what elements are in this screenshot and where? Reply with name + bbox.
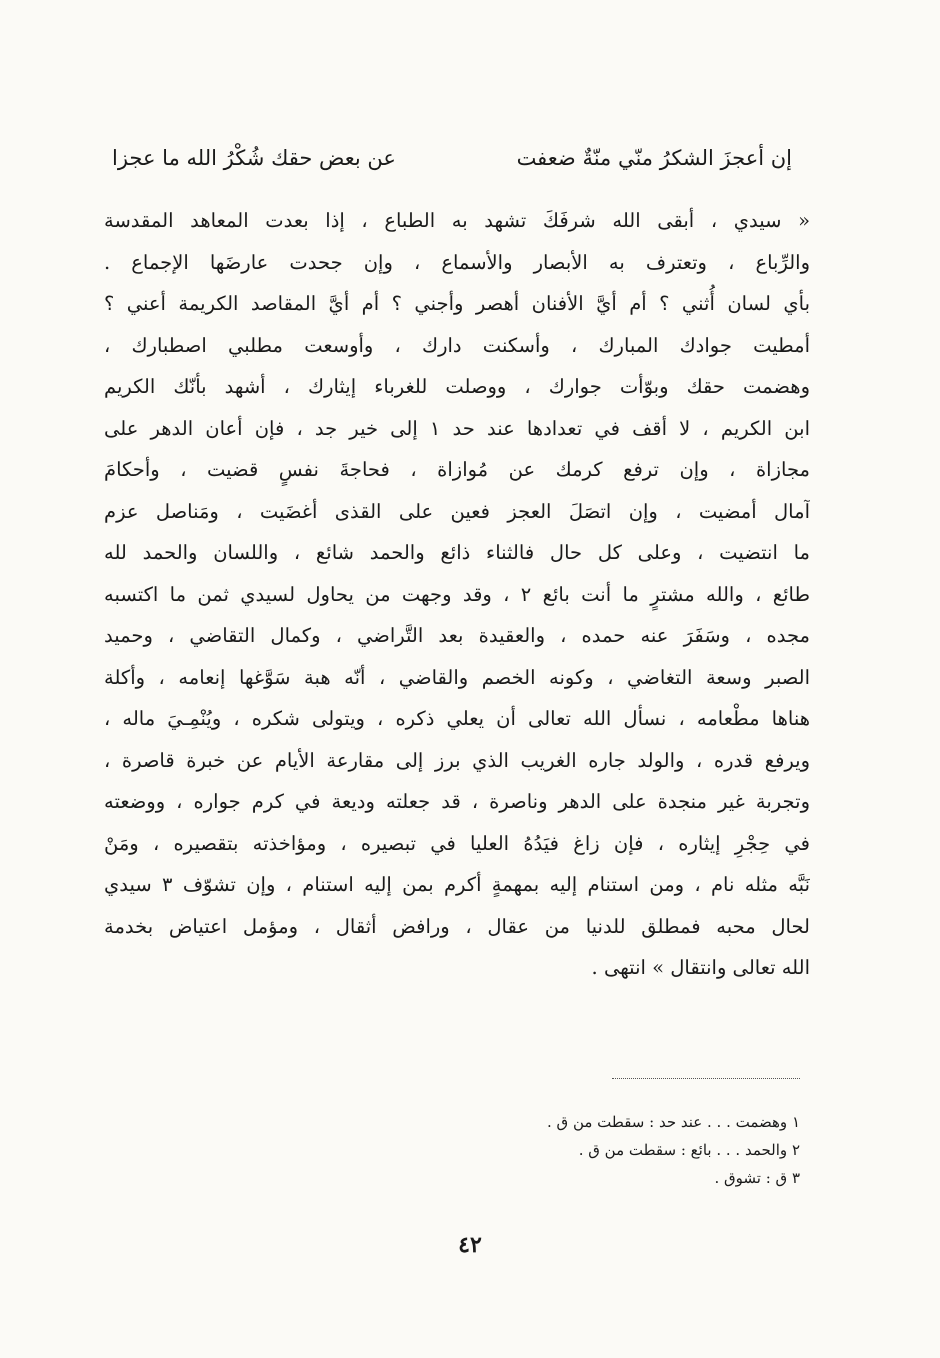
text-line: الله تعالى وانتقال » انتهى . <box>591 956 810 979</box>
text-line: والرِّباع ، وتعترف به الأبصار والأسماع ، وإن جحدت عارضَها الإجماع . <box>104 250 810 274</box>
verse-second-hemistich: عن بعض حقك شُكْرُ الله ما عجزا <box>112 146 396 170</box>
text-line: طائع ، والله مشترٍ ما أنت بائع ٢ ، وقد وجهت من يحاول لسيدي ثمن ما اكتسبه <box>104 582 810 606</box>
footnotes <box>420 1108 800 1192</box>
text-line: « سيدي ، أبقى الله شرفَكَ تشهد به الطباع ، إذا بعدت المعاهد المقدسة <box>104 209 810 232</box>
text-line: مجازاة ، وإن ترفع كرمك عن مُوازاة ، فحاجةَ نفسٍ قضيت ، وأحكامَ <box>104 458 810 481</box>
verse-first-hemistich: إن أعجزَ الشكرُ منّي منّةٌ ضعفت <box>516 146 792 170</box>
footnote: ٣ ق : تشوق . <box>714 1169 800 1187</box>
text-line: في حِجْرِ إيثاره ، فإن زاغ فيَدُهُ العليا في تبصيره ، ومؤاخذته بتقصيره ، ومَنْ <box>104 831 810 855</box>
text-line: وهضمت حقك وبوّأت جوارك ، ووصلت للغرباء إيثارك ، أشهد بأنّك الكريم <box>104 375 810 398</box>
text-line: الصبر وسعة التغاضي ، وكونه الخصم والقاضي ، أنّه هبة سَوَّغها إنعامه ، وأكلة <box>104 665 810 689</box>
text-line: هناها مطْعامه ، نسأل الله تعالى أن يعلي ذكره ، ويتولى شكره ، ويُنْمِـيَ ماله ، <box>104 707 810 730</box>
text-line: ابن الكريم ، لا أقف في تعدادها عند حد ١ إلى خير جد ، فإن أعان الدهر على <box>104 416 810 440</box>
page-number: ٤٢ <box>458 1232 482 1258</box>
text-line: بأي لسان أُثني ؟ أم أيَّ الأفنان أهصر وأجني ؟ أم أيَّ المقاصد الكريمة أعني ؟ <box>104 292 810 315</box>
text-line: ما انتضيت ، وعلى كل حال فالثناء ذائع والحمد شائع ، واللسان والحمد لله <box>104 541 810 564</box>
text-line: وتجربة غير منجدة على الدهر وناصرة ، قد جعلته وديعة في كرم جواره ، ووضعته <box>104 790 810 813</box>
footnote: ١ وهضمت . . . عند حد : سقطت من ق . <box>547 1113 800 1131</box>
footnote-divider <box>612 1078 800 1079</box>
text-line: لحال محبه فمطلق للدنيا من عقال ، ورافض أثقال ، ومؤمل اعتياض بخدمة <box>104 914 810 938</box>
text-line: نَبَّه مثله نام ، ومن استنام إليه بمهمةٍ أكرم بمن إليه استنام ، وإن تشوّف ٣ سيدي <box>104 873 810 896</box>
footnote: ٢ والحمد . . . بائع : سقطت من ق . <box>578 1141 800 1159</box>
text-line: أمطيت جوادك المبارك ، وأسكنت دارك ، وأوسعت مطلبي اصطبارك ، <box>104 333 810 357</box>
text-line: آمال أمضيت ، وإن اتصَلَ العجز فعين على القذى أغضَيت ، ومَناصل عزم <box>104 499 810 523</box>
text-line: ويرفع قدره ، والولد جاره الغريب الذي برز إلى مقارعة الأيام عن خبرة قاصرة ، <box>104 748 810 772</box>
text-line: مجده ، وسَفَرَ عنه حمده ، والعقيدة بعد التَّراضي ، وكمال التقاضي ، وحميد <box>104 624 810 647</box>
body-text <box>104 200 810 989</box>
poetry-verse <box>112 138 792 178</box>
